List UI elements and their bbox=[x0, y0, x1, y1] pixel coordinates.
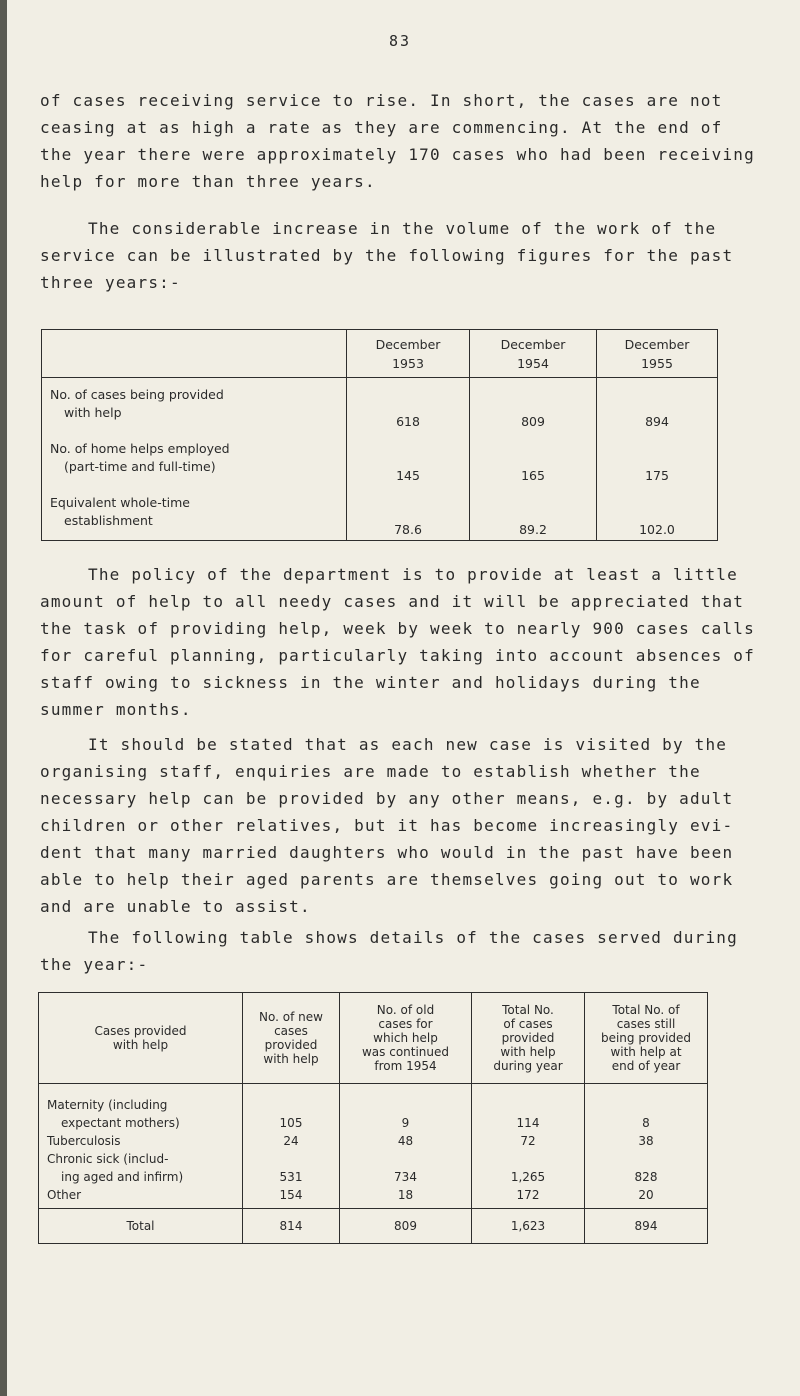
table-cell: 102.0 bbox=[639, 522, 675, 537]
cases-served-table bbox=[38, 992, 708, 1244]
table2-header-total: Total No. of cases provided with help during year bbox=[472, 993, 585, 1084]
table2-row-labels: Maternity (including expectant mothers) Tuberculosis Chronic sick (includ- ing aged and infirm) Other bbox=[39, 1084, 243, 1209]
text-line: The following table shows details of the cases served during bbox=[88, 928, 738, 947]
text-line: ceasing at as high a rate as they are commencing. At the end of bbox=[40, 118, 723, 137]
table2-col-new bbox=[243, 1084, 340, 1209]
table2-header-new: No. of new cases provided with help bbox=[243, 993, 340, 1084]
text-line: staff owing to sickness in the winter and holidays during the bbox=[40, 673, 701, 692]
table2-header-old: No. of old cases for which help was continued from 1954 bbox=[340, 993, 472, 1084]
text-line: the year:- bbox=[40, 955, 149, 974]
text-line: children or other relatives, but it has become increasingly evi- bbox=[40, 816, 734, 835]
text-line: necessary help can be provided by any other means, e.g. by adult bbox=[40, 789, 734, 808]
table2-col-still bbox=[585, 1084, 708, 1209]
page-edge bbox=[0, 0, 7, 1396]
text-line: It should be stated that as each new case is visited by the bbox=[88, 735, 728, 754]
paragraph-3 bbox=[40, 561, 755, 723]
table-cell: 48 bbox=[397, 1134, 414, 1148]
table-cell: 172 bbox=[516, 1188, 540, 1202]
text-line: dent that many married daughters who would in the past have been bbox=[40, 843, 734, 862]
table1-header-1953: December 1953 bbox=[347, 330, 470, 378]
text-line: amount of help to all needy cases and it will be appreciated that bbox=[40, 592, 745, 611]
paragraph-1 bbox=[40, 87, 755, 195]
table2-total-label: Total bbox=[39, 1209, 243, 1244]
table-cell: 72 bbox=[520, 1134, 536, 1148]
table1-corner bbox=[42, 330, 347, 378]
table-cell: 38 bbox=[638, 1134, 654, 1148]
text-line: The considerable increase in the volume of the work of the bbox=[88, 219, 717, 238]
text-line: The policy of the department is to provide at least a little bbox=[88, 565, 738, 584]
table1-col-1954 bbox=[470, 378, 597, 541]
table-cell: 145 bbox=[396, 468, 420, 483]
text-line: summer months. bbox=[40, 700, 192, 719]
table-cell: 154 bbox=[279, 1188, 303, 1202]
text-line: able to help their aged parents are themselves going out to work bbox=[40, 870, 734, 889]
table-cell: 894 bbox=[645, 414, 669, 429]
table2-header-category: Cases provided with help bbox=[39, 993, 243, 1084]
table-cell: 9 bbox=[401, 1116, 410, 1130]
text-line: the year there were approximately 170 cases who had been receiving bbox=[40, 145, 755, 164]
table-cell: 165 bbox=[521, 468, 545, 483]
text-line: for careful planning, particularly taking into account absences of bbox=[40, 646, 755, 665]
paragraph-4 bbox=[40, 731, 734, 920]
table-cell: 809 bbox=[521, 414, 545, 429]
table-cell: 618 bbox=[396, 414, 420, 429]
table1-col-1955 bbox=[597, 378, 718, 541]
paragraph-5 bbox=[40, 924, 738, 978]
comparison-table bbox=[41, 329, 718, 541]
text-line: organising staff, enquiries are made to establish whether the bbox=[40, 762, 701, 781]
page-number: 83 bbox=[388, 32, 412, 50]
text-line: three years:- bbox=[40, 273, 181, 292]
table1-header-1955: December 1955 bbox=[597, 330, 718, 378]
text-line: and are unable to assist. bbox=[40, 897, 311, 916]
table-cell: 78.6 bbox=[394, 522, 422, 537]
table2-total-cell: 1,623 bbox=[472, 1209, 585, 1244]
table-cell: 89.2 bbox=[519, 522, 547, 537]
table1-col-1953 bbox=[347, 378, 470, 541]
paragraph-2 bbox=[40, 215, 734, 296]
table-cell: 175 bbox=[645, 468, 669, 483]
table-cell: 8 bbox=[642, 1116, 650, 1130]
table-cell: 18 bbox=[397, 1188, 414, 1202]
table2-col-total bbox=[472, 1084, 585, 1209]
table-cell: 1,265 bbox=[510, 1170, 546, 1184]
table-cell: 114 bbox=[516, 1116, 540, 1130]
text-line: service can be illustrated by the following figures for the past bbox=[40, 246, 734, 265]
table-cell: 531 bbox=[279, 1170, 303, 1184]
text-line: help for more than three years. bbox=[40, 172, 376, 191]
table1-row-labels: No. of cases being provided with help No. of home helps employed (part-time and full-time) Equivalent whole-time establishment bbox=[42, 378, 347, 541]
table-cell: 24 bbox=[283, 1134, 299, 1148]
table1-header-1954: December 1954 bbox=[470, 330, 597, 378]
text-line: of cases receiving service to rise. In short, the cases are not bbox=[40, 91, 723, 110]
table2-header-still: Total No. of cases still being provided with help at end of year bbox=[585, 993, 708, 1084]
table2-total-cell: 814 bbox=[243, 1209, 340, 1244]
table2-total-cell: 894 bbox=[585, 1209, 708, 1244]
table-cell: 828 bbox=[634, 1170, 658, 1184]
text-line: the task of providing help, week by week to nearly 900 cases calls bbox=[40, 619, 755, 638]
table-cell: 20 bbox=[638, 1188, 654, 1202]
table2-total-cell: 809 bbox=[340, 1209, 472, 1244]
table-cell: 105 bbox=[279, 1116, 303, 1130]
table2-col-old bbox=[340, 1084, 472, 1209]
table-cell: 734 bbox=[394, 1170, 417, 1184]
